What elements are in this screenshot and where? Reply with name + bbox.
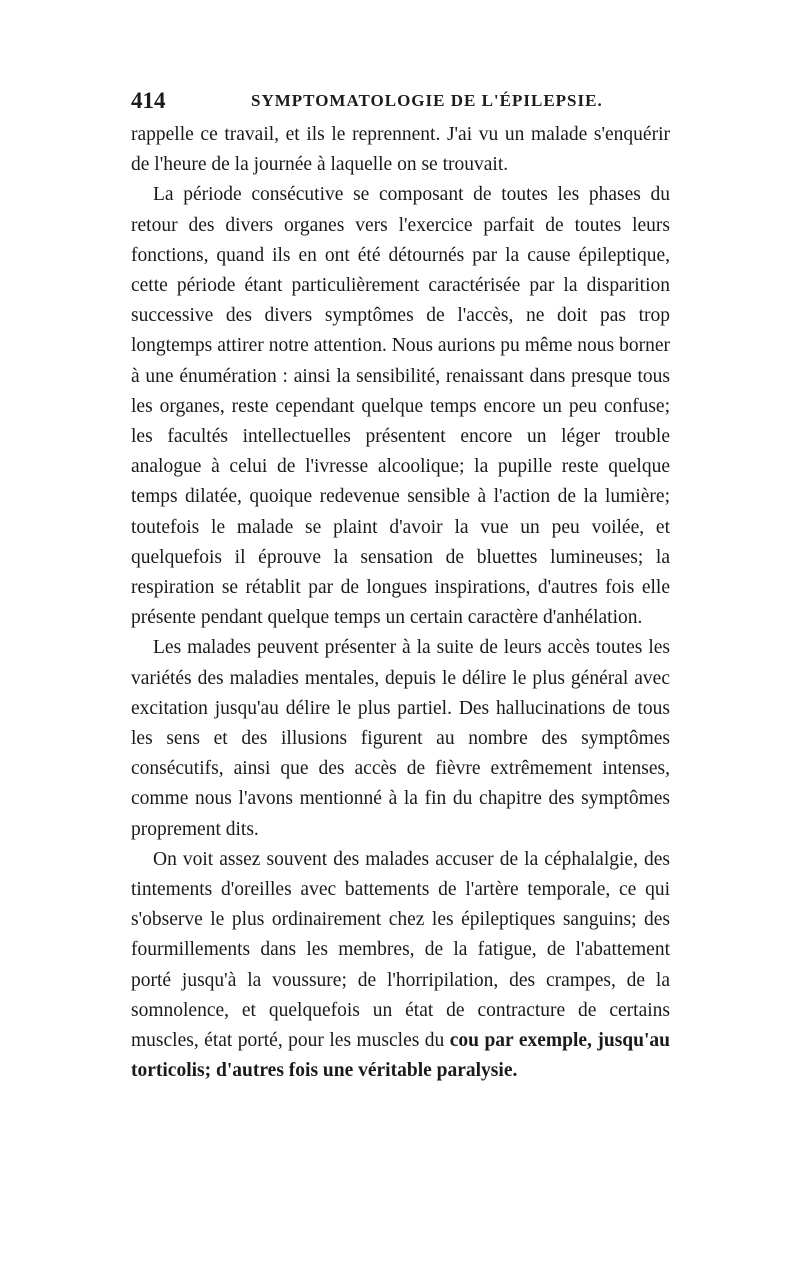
paragraph bbox=[131, 845, 670, 1087]
body-text bbox=[131, 120, 670, 1087]
page-header bbox=[131, 88, 671, 122]
paragraph-text: On voit assez souvent des malades accuser de la céphalalgie, des tintements d'oreilles avec battements de l'artère temporale, ce qui s'observe le plus ordinairement chez les épileptiques sanguins; des fourmillements dans les membres, de la fatigue, de l'abattement porté jusqu'à la voussure; de l'horripilation, des crampes, de la somnolence, et quelquefois un état de contracture de certains muscles, état porté, pour les muscles du bbox=[131, 848, 670, 1052]
paragraph: Les malades peuvent présenter à la suite de leurs accès toutes les variétés des maladies mentales, depuis le délire le plus général avec excitation jusqu'au délire le plus partiel. Des hallucinations de tous les sens et des illusions figurent au nombre des symptômes consécutifs, ainsi que des accès de fièvre extrêmement intenses, comme nous l'avons mentionné à la fin du chapitre des symptômes proprement dits. bbox=[131, 637, 670, 840]
paragraph-bold-tail: cou par exemple, jusqu'au torticolis; d'autres fois une véritable paralysie. bbox=[131, 1030, 671, 1082]
running-title: SYMPTOMATOLOGIE DE L'ÉPILEPSIE. bbox=[251, 91, 603, 110]
page-number: 414 bbox=[131, 88, 166, 113]
paragraph: rappelle ce travail, et ils le reprennent. J'ai vu un malade s'enquérir de l'heure de la journée à laquelle on se trouvait. bbox=[131, 124, 670, 176]
paragraph: La période consécutive se composant de toutes les phases du retour des divers organes vers l'exercice parfait de toutes leurs fonctions, quand ils en ont été détournés par la cause épileptique, cette période étant particulièrement caractérisée par la disparition successive des divers symptômes de l'accès, ne doit pas trop longtemps attirer notre attention. Nous aurions pu même nous borner à une énumération : ainsi la sensibilité, renaissant dans presque tous les organes, reste cependant quelque temps encore un peu confuse; les facultés intellectuelles présentent encore un léger trouble analogue à celui de l'ivresse alcoolique; la pupille reste quelque temps dilatée, quoique redevenue sensible à l'action de la lumière; toutefois le malade se plaint d'avoir la vue un peu voilée, et quelquefois il éprouve la sensation de bluettes lumineuses; la respiration se rétablit par de longues inspirations, d'autres fois elle présente pendant quelque temps un certain caractère d'anhélation. bbox=[131, 184, 670, 629]
